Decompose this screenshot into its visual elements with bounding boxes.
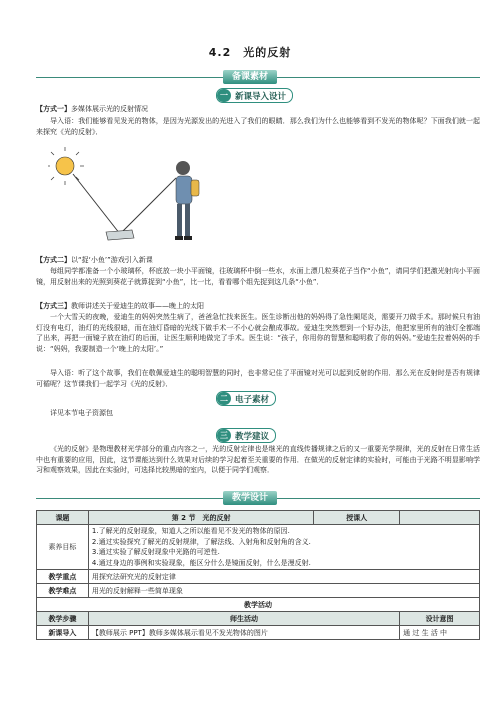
method3-intro: 导入语：听了这个故事，我们在敬佩爱迪生的聪明智慧的同时，也非常记住了平面镜对光可以起到反射的作用．那么光在反射时是否有规律可循呢？这节课我们一起学习《光的反射》． xyxy=(36,369,480,388)
table-cell: 教学难点 xyxy=(37,584,89,598)
method1-tag: 【方式一】 xyxy=(36,105,71,113)
goal-item: 3.通过实验了解反射现象中光路的可逆性. xyxy=(91,548,220,556)
table-row xyxy=(37,525,480,570)
method2-tag: 【方式二】 xyxy=(36,256,71,264)
table-cell: 用光的反射解释一些简单现象 xyxy=(88,584,479,598)
electronic-text: 详见本节电子资源包 xyxy=(50,409,113,417)
table-row xyxy=(37,511,480,525)
table-cell: 授课人 xyxy=(314,511,400,525)
section-electronic xyxy=(216,391,276,406)
table-cell: 教学重点 xyxy=(37,570,89,584)
table-cell: 设计意图 xyxy=(400,612,480,626)
goal-item: 2.通过实验探究了解光的反射规律，了解法线、入射角和反射角的含义. xyxy=(91,537,311,546)
method1-heading xyxy=(36,104,480,115)
section-label: 新课导入设计 xyxy=(235,91,287,102)
table-cell: 教学活动 xyxy=(37,598,480,612)
sun-icon xyxy=(48,147,84,185)
table-cell: 教学步骤 xyxy=(37,612,89,626)
method3-tag: 【方式三】 xyxy=(36,302,71,310)
method2-text: 以“捉‘小鱼’”游戏引入新课 xyxy=(71,256,153,264)
goal-item: 1.了解光的反射现象，知道人之所以能看见不发光的物体的原因. xyxy=(91,527,290,535)
design-tag: 教学设计 xyxy=(223,491,277,505)
page-title: 4.2 光的反射 xyxy=(208,46,292,59)
method3-heading xyxy=(36,301,480,312)
section-number: 三 xyxy=(217,429,231,442)
table-row xyxy=(37,584,480,598)
method2-paragraph: 每组同学都准备一个小玻璃杯，杯底放一块小平面镜，往玻璃杯中倒一些水，水面上漂几粒葵花子当作“小鱼”，请同学们把激光射向小平面镜，用反射出来的光照到葵花子就算捉到“小鱼”，比一比，看看哪个组先捉到这几条“小鱼”． xyxy=(36,267,480,286)
prep-tag: 备课素材 xyxy=(223,70,277,84)
table-cell: 第 2 节 光的反射 xyxy=(88,511,313,525)
mirror-icon xyxy=(106,230,134,240)
lesson-plan-table xyxy=(36,510,480,640)
goals-cell xyxy=(88,525,479,570)
table-cell: 【教师展示 PPT】教师多媒体展示看见不发光物体的图片 xyxy=(88,626,399,640)
section-number: 二 xyxy=(217,392,231,405)
incident-ray xyxy=(73,174,120,234)
table-cell: 课题 xyxy=(37,511,89,525)
section-intro-design xyxy=(216,88,293,103)
table-cell xyxy=(400,511,480,525)
reflection-illustration xyxy=(48,146,228,251)
table-cell: 通 过 生 活 中 xyxy=(400,626,480,640)
method3-story: 一个大雪天的夜晚，爱迪生的妈妈突然生病了，爸爸急忙找来医生。医生诊断出他的妈妈得了急性阑尾炎，需要开刀做手术。那时候只有油灯没有电灯，油灯的光线很暗，而在油灯昏暗的光线下做手术一不小心就会酿成事故。爱迪生突然想到一个好办法，他把家里所有的油灯全都端了出来，再把一面镜子放在油灯的后面，让医生顺利地做完了手术。医生说：“孩子，你用你的智慧和聪明救了你的妈妈。”爱迪生拉着妈妈的手说：“妈妈，我要制造一个‘晚上的太阳’。” xyxy=(36,313,480,353)
table-row xyxy=(37,570,480,584)
table-cell: 新课导入 xyxy=(37,626,89,640)
reflected-ray xyxy=(120,178,176,234)
suggestion-paragraph: 《光的反射》是物理教材光学部分的重点内容之一，光的反射定律也是继光的直线传播规律之后的又一重要光学规律，光的反射在日常生活中也有重要的应用，因此，这节课能达到什么效果对后续的学习起着至关重要的作用．在做光的反射定律的实验时，可能由于光路不明显影响学习和观察效果，因此在实验时，可选择比较黑暗的室内，以便于同学们观察． xyxy=(36,445,480,475)
method1-text: 多媒体展示光的反射情况 xyxy=(71,105,148,113)
method1-paragraph: 导入语：我们能够看见发光的物体，是因为光源发出的光进入了我们的眼睛．那么我们为什么也能够看到不发光的物体呢？下面我们就一起来探究《光的反射》． xyxy=(36,117,480,136)
section-label: 电子素材 xyxy=(235,394,270,405)
section-label: 教学建议 xyxy=(235,431,270,442)
table-row xyxy=(37,612,480,626)
section-number: 一 xyxy=(217,89,231,102)
section-suggestion xyxy=(216,428,276,443)
goal-item: 4.通过身边的事例和实验现象，能区分什么是镜面反射，什么是漫反射. xyxy=(91,558,311,567)
person-figure xyxy=(175,161,199,240)
table-row xyxy=(37,598,480,612)
table-cell: 用探究法研究光的反射定律 xyxy=(88,570,479,584)
method2-heading xyxy=(36,255,480,266)
table-cell: 师生活动 xyxy=(88,612,399,626)
table-row xyxy=(37,626,480,640)
table-cell: 素养目标 xyxy=(37,525,89,570)
method3-text: 教师讲述关于爱迪生的故事——晚上的太阳 xyxy=(71,302,204,310)
